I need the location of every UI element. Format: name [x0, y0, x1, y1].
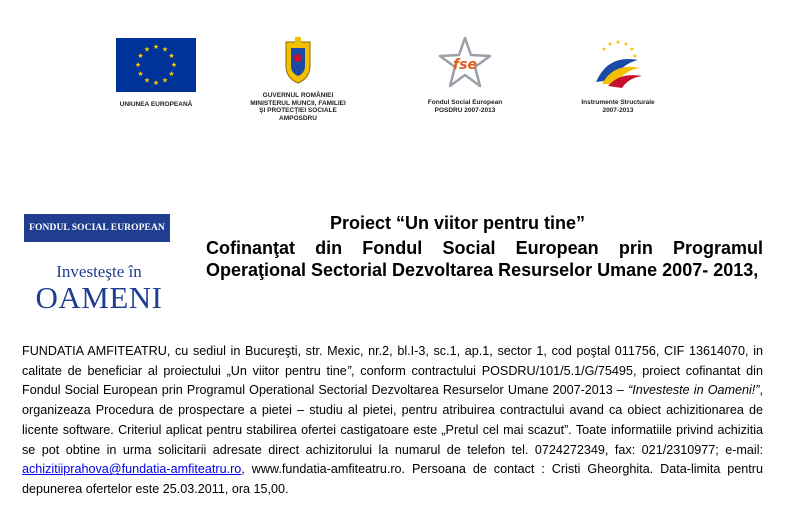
project-title: Proiect “Un viitor pentru tine” — [330, 213, 586, 233]
fse-icon-text: fse — [453, 57, 477, 73]
eu-logo — [110, 38, 202, 109]
body-text-3: , organizeaza Procedura de prospectare a pietei – studiu al pietei, pentru atribuirea contractului avand ca obiect achizitionarea de licente software. Criteriul aplicat pentru stabilirea ofertei castigatoare este „Pretul cel mai scazut”. Toate informatiile privind achizitia se pot obtine in urma solicitarii adresate direct achizitorului la numarul de telefon tel. 0724272349, fax: 021/2310977; e-mail: — [22, 383, 764, 457]
fse-caption — [415, 99, 515, 114]
coat-of-arms-icon — [283, 36, 313, 84]
fse-logo — [415, 36, 515, 114]
svg-text:★: ★ — [143, 45, 151, 54]
svg-text:★: ★ — [607, 41, 613, 48]
svg-text:★: ★ — [134, 61, 142, 69]
svg-text:★: ★ — [601, 46, 607, 53]
government-caption-line: ŞI PROTECŢIEI SOCIALE — [259, 107, 337, 114]
structural-instruments-icon — [588, 36, 648, 92]
instrumente-structurale-logo — [568, 36, 668, 114]
svg-text:★: ★ — [623, 41, 629, 48]
body-text-quote: ” — [346, 363, 352, 378]
government-caption — [248, 92, 348, 122]
organization-name: FUNDATIA AMFITEATRU, — [22, 344, 171, 358]
oameni-line: OAMENI — [35, 280, 163, 315]
investeste-line: Investeşte în — [56, 262, 142, 281]
email-link[interactable]: achizitiiprahova@fundatia-amfiteatru.ro — [22, 462, 242, 477]
eu-caption: UNIUNEA EUROPEANĂ — [119, 101, 193, 108]
svg-text:★: ★ — [137, 70, 144, 78]
body-text-2: , conform contractului POSDRU/101/5.1/G/75495, proiect cofinantat din Fondul Social European prin Programul Operational Sectorial Dezvoltarea Resurselor Umane 2007-2013 – — [22, 363, 763, 398]
instrumente-caption-line: Instrumente Structurale — [581, 99, 655, 106]
project-subtitle: Cofinanţat din Fondul Social European prin Programul Operaţional Sectorial Dezvoltarea Resurselor Umane 2007- 2013, — [206, 238, 763, 280]
svg-text:★: ★ — [143, 76, 151, 85]
government-caption-line: AMPOSDRU — [279, 114, 317, 122]
fse-caption-line: POSDRU 2007-2013 — [434, 106, 496, 114]
svg-text:★: ★ — [168, 70, 175, 78]
svg-text:★: ★ — [137, 52, 144, 60]
government-caption-line: MINISTERUL MUNCII, FAMILIEI — [250, 99, 346, 107]
motto-text: “Investeste in Oameni!” — [628, 383, 760, 398]
fse-caption-line: Fondul Social European — [427, 99, 503, 106]
government-logo — [248, 36, 348, 122]
fse-badge: FONDUL SOCIAL EUROPEAN — [24, 214, 170, 242]
instrumente-caption — [568, 99, 668, 114]
svg-text:★: ★ — [615, 39, 621, 46]
eu-flag-icon — [116, 38, 196, 92]
svg-text:★: ★ — [161, 76, 169, 85]
svg-text:★: ★ — [152, 43, 160, 51]
fse-star-icon — [437, 36, 493, 90]
announcement-paragraph — [22, 342, 763, 500]
instrumente-caption-line: 2007-2013 — [602, 106, 634, 114]
body-text-1: cu sediul in Bucureşti, str. Mexic, nr.2, bl.I-3, sc.1, ap.1, sector 1, cod poştal 011756, CIF 13614070, in calitate de beneficiar al proiectului „Un viitor pentru tine — [22, 344, 764, 378]
svg-text:★: ★ — [168, 52, 175, 60]
svg-text:★: ★ — [170, 61, 178, 69]
government-caption-line: GUVERNUL ROMÂNIEI — [262, 92, 334, 99]
body-text-4: , www.fundatia-amfiteatru.ro. Persoana de contact : Cristi Gheorghita. Data-limita pentru depunerea ofertelor este 25.03.2011, ora 15,00. — [22, 462, 763, 496]
svg-text:★: ★ — [161, 45, 169, 54]
svg-text:★: ★ — [629, 46, 635, 53]
svg-text:★: ★ — [152, 79, 160, 87]
svg-text:★: ★ — [632, 53, 638, 60]
investeste-in-oameni-logo — [24, 263, 174, 315]
